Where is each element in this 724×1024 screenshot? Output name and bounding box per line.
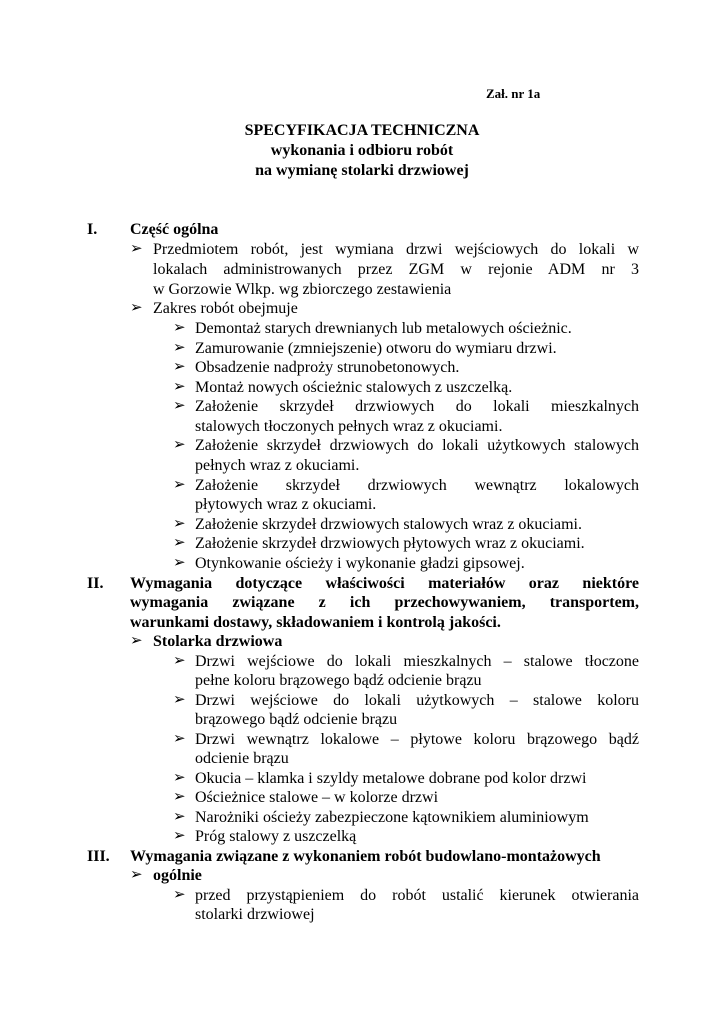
sub-list-item-cont: stalowych tłoczonych pełnych wraz z okuciami. xyxy=(195,418,503,435)
bullet-icon: ➢ xyxy=(173,379,186,395)
sub-list-item: Założenie skrzydeł drzwiowych do lokali mieszkalnych xyxy=(195,398,639,415)
bullet-icon: ➢ xyxy=(173,320,186,336)
sub-list-item: Narożniki ościeży zabezpieczone kątownikiem aluminiowym xyxy=(195,809,589,826)
sub-list-item-cont: stolarki drzwiowej xyxy=(195,906,315,923)
bullet-icon: ➢ xyxy=(173,398,186,414)
list-item-cont: w Gorzowie Wlkp. wg zbiorczego zestawienia xyxy=(153,281,452,298)
sub-list-item: Drzwi wejściowe do lokali użytkowych – stalowe koloru xyxy=(195,692,639,709)
sub-list-item: Założenie skrzydeł drzwiowych płytowych wraz z okuciami. xyxy=(195,535,585,552)
section-heading: Wymagania dotyczące właściwości materiałów oraz niektóre xyxy=(130,575,639,592)
sub-list-item: Drzwi wewnątrz lokalowe – płytowe koloru brązowego bądź xyxy=(195,731,639,748)
sub-list-item: Zamurowanie (zmniejszenie) otworu do wymiaru drzwi. xyxy=(195,340,557,357)
bullet-icon: ➢ xyxy=(173,555,186,571)
sub-list-item: Drzwi wejściowe do lokali mieszkalnych – stalowe tłoczone xyxy=(195,653,639,670)
sub-list-item-cont: pełnych wraz z okuciami. xyxy=(195,457,360,474)
sub-list-item: Demontaż starych drewnianych lub metalowych ościeżnic. xyxy=(195,320,572,337)
bullet-icon: ➢ xyxy=(130,867,143,883)
bullet-icon: ➢ xyxy=(130,633,143,649)
bullet-icon: ➢ xyxy=(130,241,143,257)
doc-subtitle-1: wykonania i odbioru robót xyxy=(270,142,454,159)
bullet-icon: ➢ xyxy=(173,437,186,453)
bullet-icon: ➢ xyxy=(173,653,186,669)
sub-list-item-cont: pełne koloru brązowego bądź odcienie brązu xyxy=(195,672,482,689)
sub-list-item: Obsadzenie nadproży strunobetonowych. xyxy=(195,359,460,376)
list-item: Przedmiotem robót, jest wymiana drzwi wejściowych do lokali w xyxy=(153,241,639,258)
bullet-icon: ➢ xyxy=(173,692,186,708)
section-heading-cont: wymagania związane z ich przechowywaniem, transportem, xyxy=(130,594,639,611)
section-heading: Część ogólna xyxy=(130,221,219,238)
section-numeral: I. xyxy=(87,221,98,238)
bullet-icon: ➢ xyxy=(173,731,186,747)
bullet-icon: ➢ xyxy=(173,516,186,532)
sub-list-item-cont: płytowych wraz z okuciami. xyxy=(195,496,377,513)
list-item: ogólnie xyxy=(153,867,202,884)
sub-list-item: Otynkowanie ościeży i wykonanie gładzi gipsowej. xyxy=(195,555,525,572)
sub-list-item: Okucia – klamka i szyldy metalowe dobrane pod kolor drzwi xyxy=(195,770,587,787)
section-heading-cont: warunkami dostawy, składowaniem i kontrolą jakości. xyxy=(130,614,501,631)
section-heading: Wymagania związane z wykonaniem robót budowlano-montażowych xyxy=(130,848,601,865)
attachment-number: Zał. nr 1a xyxy=(486,86,541,101)
bullet-icon: ➢ xyxy=(173,809,186,825)
sub-list-item: Założenie skrzydeł drzwiowych stalowych wraz z okuciami. xyxy=(195,516,582,533)
bullet-icon: ➢ xyxy=(130,300,143,316)
section-numeral: III. xyxy=(87,848,110,865)
doc-title: SPECYFIKACJA TECHNICZNA xyxy=(244,122,480,139)
sub-list-item: przed przystąpieniem do robót ustalić kierunek otwierania xyxy=(195,887,639,904)
sub-list-item: Ościeżnice stalowe – w kolorze drzwi xyxy=(195,789,439,806)
sub-list-item: Próg stalowy z uszczelką xyxy=(195,828,357,845)
bullet-icon: ➢ xyxy=(173,789,186,805)
sub-list-item: Założenie skrzydeł drzwiowych wewnątrz lokalowych xyxy=(195,477,639,494)
bullet-icon: ➢ xyxy=(173,359,186,375)
list-item: Zakres robót obejmuje xyxy=(153,300,298,317)
list-item-cont: lokalach administrowanych przez ZGM w rejonie ADM nr 3 xyxy=(153,261,639,278)
bullet-icon: ➢ xyxy=(173,535,186,551)
sub-list-item: Założenie skrzydeł drzwiowych do lokali użytkowych stalowych xyxy=(195,437,639,454)
bullet-icon: ➢ xyxy=(173,887,186,903)
sub-list-item: Montaż nowych ościeżnic stalowych z uszczelką. xyxy=(195,379,513,396)
bullet-icon: ➢ xyxy=(173,477,186,493)
bullet-icon: ➢ xyxy=(173,340,186,356)
bullet-icon: ➢ xyxy=(173,770,186,786)
list-item: Stolarka drzwiowa xyxy=(153,633,283,650)
doc-subtitle-2: na wymianę stolarki drzwiowej xyxy=(255,162,469,179)
sub-list-item-cont: odcienie brązu xyxy=(195,750,289,767)
section-numeral: II. xyxy=(87,575,104,592)
sub-list-item-cont: brązowego bądź odcienie brązu xyxy=(195,711,398,728)
bullet-icon: ➢ xyxy=(173,828,186,844)
